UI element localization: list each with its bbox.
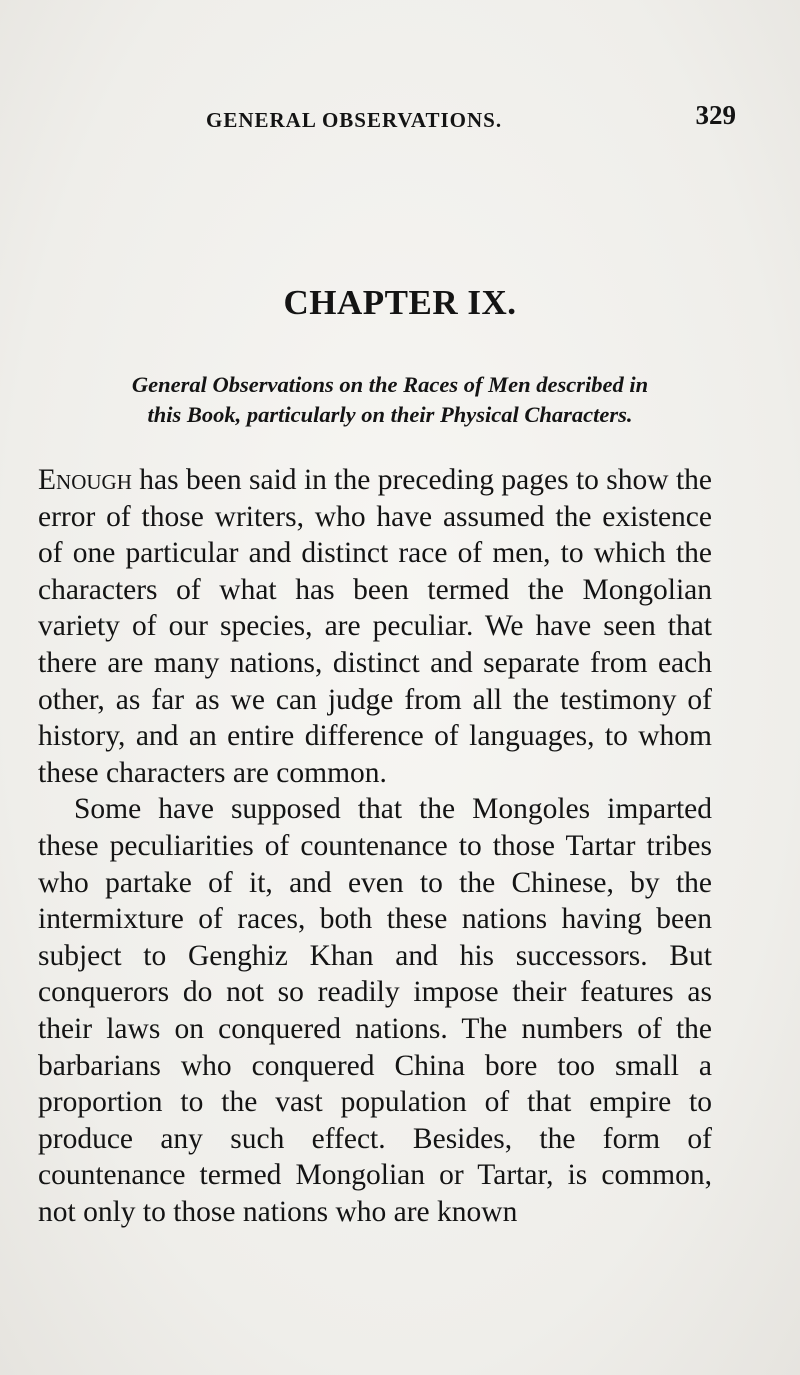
chapter-subtitle-line-1: General Observations on the Races of Men described in: [131, 372, 649, 397]
opening-word-smallcaps: nough: [56, 464, 132, 496]
running-title: GENERAL OBSERVATIONS.: [206, 108, 503, 132]
paragraph-1: [38, 462, 712, 791]
running-head: [36, 100, 742, 136]
paragraph-2: [38, 791, 712, 1230]
chapter-subtitle-line-2: this Book, particularly on their Physical Characters.: [147, 402, 633, 427]
paragraph-2-text: Some have supposed that the Mongoles imparted these peculiarities of countenance to those Tartar tribes who partake of it, and even to the Chinese, by the intermixture of races, both these nations having been subject to Genghiz Khan and his successors. But conquerors do not so readily impose their features as their laws on conquered nations. The numbers of the barbarians who conquered China bore too small a proportion to the vast population of that empire to produce any such effect. Besides, the form of countenance termed Mongolian or Tartar, is common, not only to those nations who are known: [38, 793, 712, 1228]
body-text: [38, 462, 712, 1230]
chapter-heading: CHAPTER IX.: [283, 283, 517, 322]
chapter-subtitle: [30, 370, 750, 430]
drop-initial: E: [38, 464, 57, 496]
paragraph-1-text: has been said in the preceding pages to show the error of those writers, who have assumed the existence of one particular and distinct race of men, to which the characters of what has been termed the Mongolian variety of our species, are peculiar. We have seen that there are many nations, distinct and separate from each other, as far as we can judge from all the testimony of history, and an entire difference of languages, to whom these characters are common.: [38, 464, 712, 789]
page-number: 329: [695, 100, 736, 130]
